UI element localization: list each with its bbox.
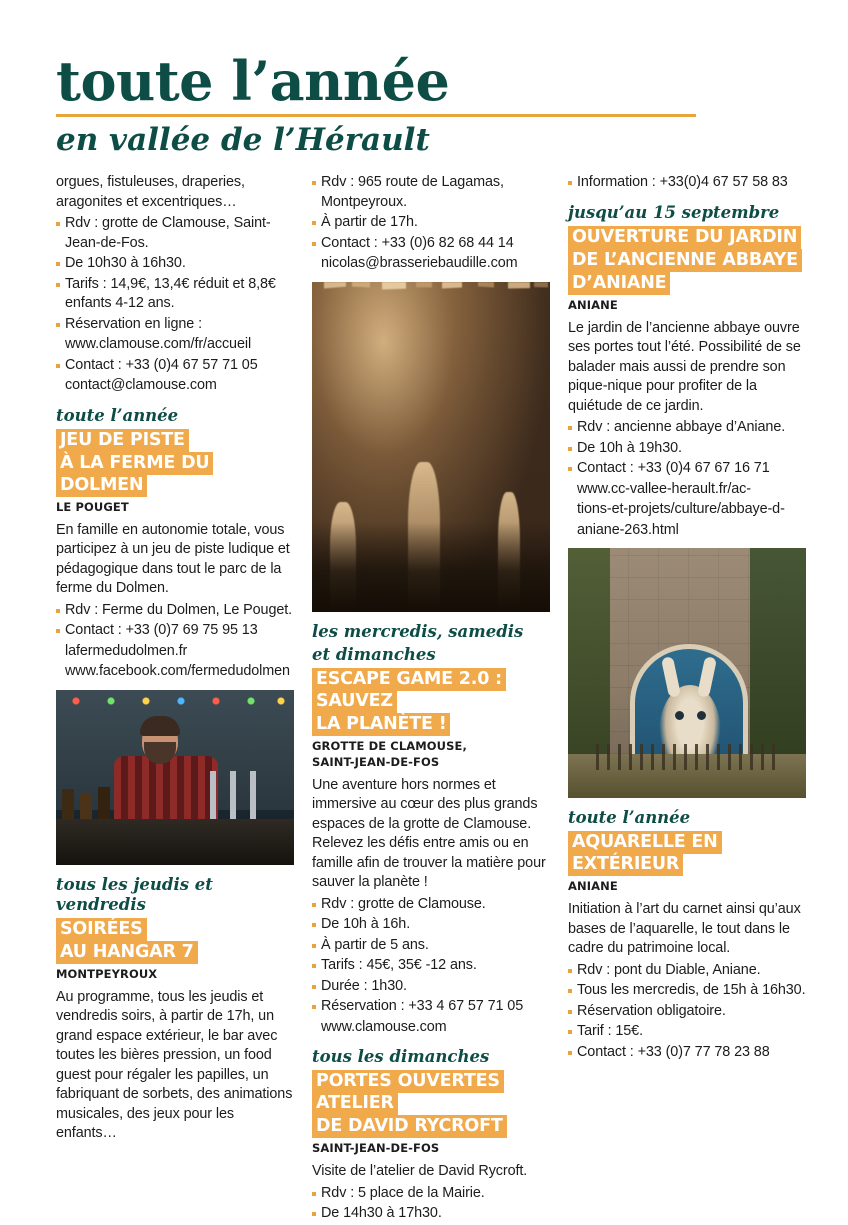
list-item: Réservation en ligne : bbox=[56, 315, 294, 335]
event-title-line2: LA PLANÈTE ! bbox=[312, 713, 550, 735]
list-item: Tarifs : 45€, 35€ -12 ans. bbox=[312, 956, 550, 976]
event2-eyebrow: toute l’année bbox=[568, 808, 691, 827]
top-bullet-list bbox=[568, 173, 806, 193]
facebook-link[interactable]: www.facebook.com/fermedudolmen bbox=[65, 663, 290, 679]
email-link[interactable]: nicolas@brasseriebaudille.com bbox=[321, 255, 518, 271]
list-item: Rdv : grotte de Clamouse, Saint-Jean-de-Fos. bbox=[56, 214, 294, 253]
event2-description: Initiation à l’art du carnet ainsi qu’aux bases de l’aquarelle, le tout dans le cadre du patrimoine local. bbox=[568, 901, 801, 956]
event2-eyebrow: tous les jeudis et vendredis bbox=[56, 874, 213, 914]
list-item: Rdv : pont du Diable, Aniane. bbox=[568, 961, 806, 981]
list-item: Rdv : grotte de Clamouse. bbox=[312, 895, 550, 915]
event-eyebrow-line2: et dimanches bbox=[312, 644, 436, 664]
event2-title-line1: PORTES OUVERTES ATELIER bbox=[312, 1070, 550, 1114]
event2-description: Au programme, tous les jeudis et vendredis soirs, à partir de 17h, un grand espace extérieur, le bar avec toutes les bières pression, un food guest pour régaler les papilles, un fabriquant de sorbets, des animations musicales, des jeux pour les enfants… bbox=[56, 988, 293, 1141]
event-title-line1: ESCAPE GAME 2.0 : SAUVEZ bbox=[312, 668, 550, 712]
list-item: Rdv : 5 place de la Mairie. bbox=[312, 1184, 550, 1204]
column-3 bbox=[568, 173, 806, 1063]
event-bullet-list bbox=[568, 418, 806, 540]
intro-paragraph: orgues, fistuleuses, draperies, aragonites et excentriques… bbox=[56, 174, 245, 210]
event2-description: Visite de l’atelier de David Rycroft. bbox=[312, 1163, 528, 1179]
event2-title-line2: AU HANGAR 7 bbox=[56, 941, 294, 963]
list-item: Tous les mercredis, de 15h à 16h30. bbox=[568, 981, 806, 1001]
event-place-line1: GROTTE DE CLAMOUSE, bbox=[312, 738, 467, 753]
column-2 bbox=[312, 173, 550, 1225]
event-bullet-list bbox=[312, 895, 550, 1038]
website-link-part3[interactable]: aniane-263.html bbox=[577, 521, 679, 538]
event2-place: SAINT-JEAN-DE-FOS bbox=[312, 1141, 440, 1155]
event2-bullet-list bbox=[568, 961, 806, 1063]
list-item: De 10h30 à 16h30. bbox=[56, 254, 294, 274]
intro-bullet-list bbox=[56, 214, 294, 396]
list-item: Rdv : Ferme du Dolmen, Le Pouget. bbox=[56, 601, 294, 621]
event2-title-line2: DE DAVID RYCROFT bbox=[312, 1115, 550, 1137]
grotte-de-clamouse-photo bbox=[312, 282, 550, 612]
list-item: Durée : 1h30. bbox=[312, 977, 550, 997]
list-item: De 10h à 19h30. bbox=[568, 439, 806, 459]
event-description: Le jardin de l’ancienne abbaye ouvre ses portes tout l’été. Possibilité de se balader mais aussi de prendre son pique-nique pour profiter de la quiétude de ce jardin. bbox=[568, 319, 801, 414]
list-item: Information : +33(0)4 67 57 58 83 bbox=[568, 173, 806, 193]
list-item: Contact : +33 (0)7 69 75 95 13 bbox=[56, 621, 294, 641]
list-item: Réservation : +33 4 67 57 71 05 bbox=[312, 997, 550, 1017]
event-description: En famille en autonomie totale, vous participez à un jeu de piste ludique et pédagogique dans tout le parc de la ferme du Dolmen. bbox=[56, 521, 290, 596]
string-lights-icon bbox=[66, 696, 286, 706]
list-item: Contact : +33 (0)4 67 67 16 71 bbox=[568, 459, 806, 479]
event2-title-line1: SOIRÉES bbox=[56, 918, 294, 940]
title-divider bbox=[56, 114, 696, 117]
list-item: De 14h30 à 17h30. bbox=[312, 1204, 550, 1224]
list-item: Tarifs : 14,9€, 13,4€ réduit et 8,8€ enfants 4-12 ans. bbox=[56, 275, 294, 314]
page-subtitle: en vallée de l’Hérault bbox=[56, 122, 430, 158]
event-place-line2: SAINT-JEAN-DE-FOS bbox=[312, 754, 440, 769]
event-title-line2: DE L’ANCIENNE ABBAYE bbox=[568, 249, 806, 271]
list-item: À partir de 17h. bbox=[312, 213, 550, 233]
email-link[interactable]: contact@clamouse.com bbox=[65, 377, 217, 393]
event2-place: MONTPEYROUX bbox=[56, 966, 158, 981]
event-title-line1: OUVERTURE DU JARDIN bbox=[568, 226, 806, 248]
event2-bullet-list bbox=[312, 1184, 550, 1224]
event-eyebrow: toute l’année bbox=[56, 405, 179, 425]
event-title-line3: D’ANIANE bbox=[568, 272, 806, 294]
event-eyebrow-line1: les mercredis, samedis bbox=[312, 621, 524, 641]
event2-place: ANIANE bbox=[568, 879, 618, 893]
website-link[interactable]: lafermedudolmen.fr bbox=[65, 642, 188, 659]
event-title-line2: À LA FERME DU DOLMEN bbox=[56, 452, 294, 496]
event-title-line1: JEU DE PISTE bbox=[56, 429, 294, 451]
event2-eyebrow: tous les dimanches bbox=[312, 1047, 490, 1066]
list-item: Contact : +33 (0)7 77 78 23 88 bbox=[568, 1043, 806, 1063]
bar-van-photo bbox=[56, 690, 294, 865]
website-link[interactable]: www.clamouse.com bbox=[321, 1018, 447, 1035]
website-link-part2[interactable]: tions-et-projets/culture/abbaye-d- bbox=[577, 501, 785, 517]
top-bullet-list bbox=[312, 173, 550, 274]
list-item: De 10h à 16h. bbox=[312, 915, 550, 935]
list-item: À partir de 5 ans. bbox=[312, 936, 550, 956]
event-place: ANIANE bbox=[568, 297, 618, 312]
list-item: Contact : +33 (0)4 67 57 71 05 bbox=[56, 356, 294, 376]
event-bullet-list bbox=[56, 601, 294, 682]
website-link[interactable]: www.clamouse.com/fr/accueil bbox=[65, 336, 252, 352]
abbaye-mural-photo bbox=[568, 548, 806, 798]
list-item: Réservation obligatoire. bbox=[568, 1002, 806, 1022]
event-description: Une aventure hors normes et immersive au cœur des plus grands espaces de la grotte de Clamouse. Relevez les défis entre amis ou en famille afin de trouver la matière pour sauver la planète ! bbox=[312, 776, 546, 890]
website-link-part1[interactable]: www.cc-vallee-herault.fr/ac- bbox=[577, 480, 751, 497]
list-item: Rdv : ancienne abbaye d’Aniane. bbox=[568, 418, 806, 438]
event-place: LE POUGET bbox=[56, 499, 129, 514]
page-header bbox=[56, 49, 792, 158]
event2-title-line1: AQUARELLE EN EXTÉRIEUR bbox=[568, 831, 806, 875]
list-item: Rdv : 965 route de Lagamas, Montpeyroux. bbox=[312, 173, 550, 212]
column-1 bbox=[56, 173, 294, 1146]
list-item: Contact : +33 (0)6 82 68 44 14 bbox=[312, 234, 550, 254]
event-eyebrow: jusqu’au 15 septembre bbox=[568, 202, 780, 222]
columns-container bbox=[56, 173, 806, 1225]
list-item: Tarif : 15€. bbox=[568, 1022, 806, 1042]
page-title: toute l’année bbox=[56, 49, 450, 113]
